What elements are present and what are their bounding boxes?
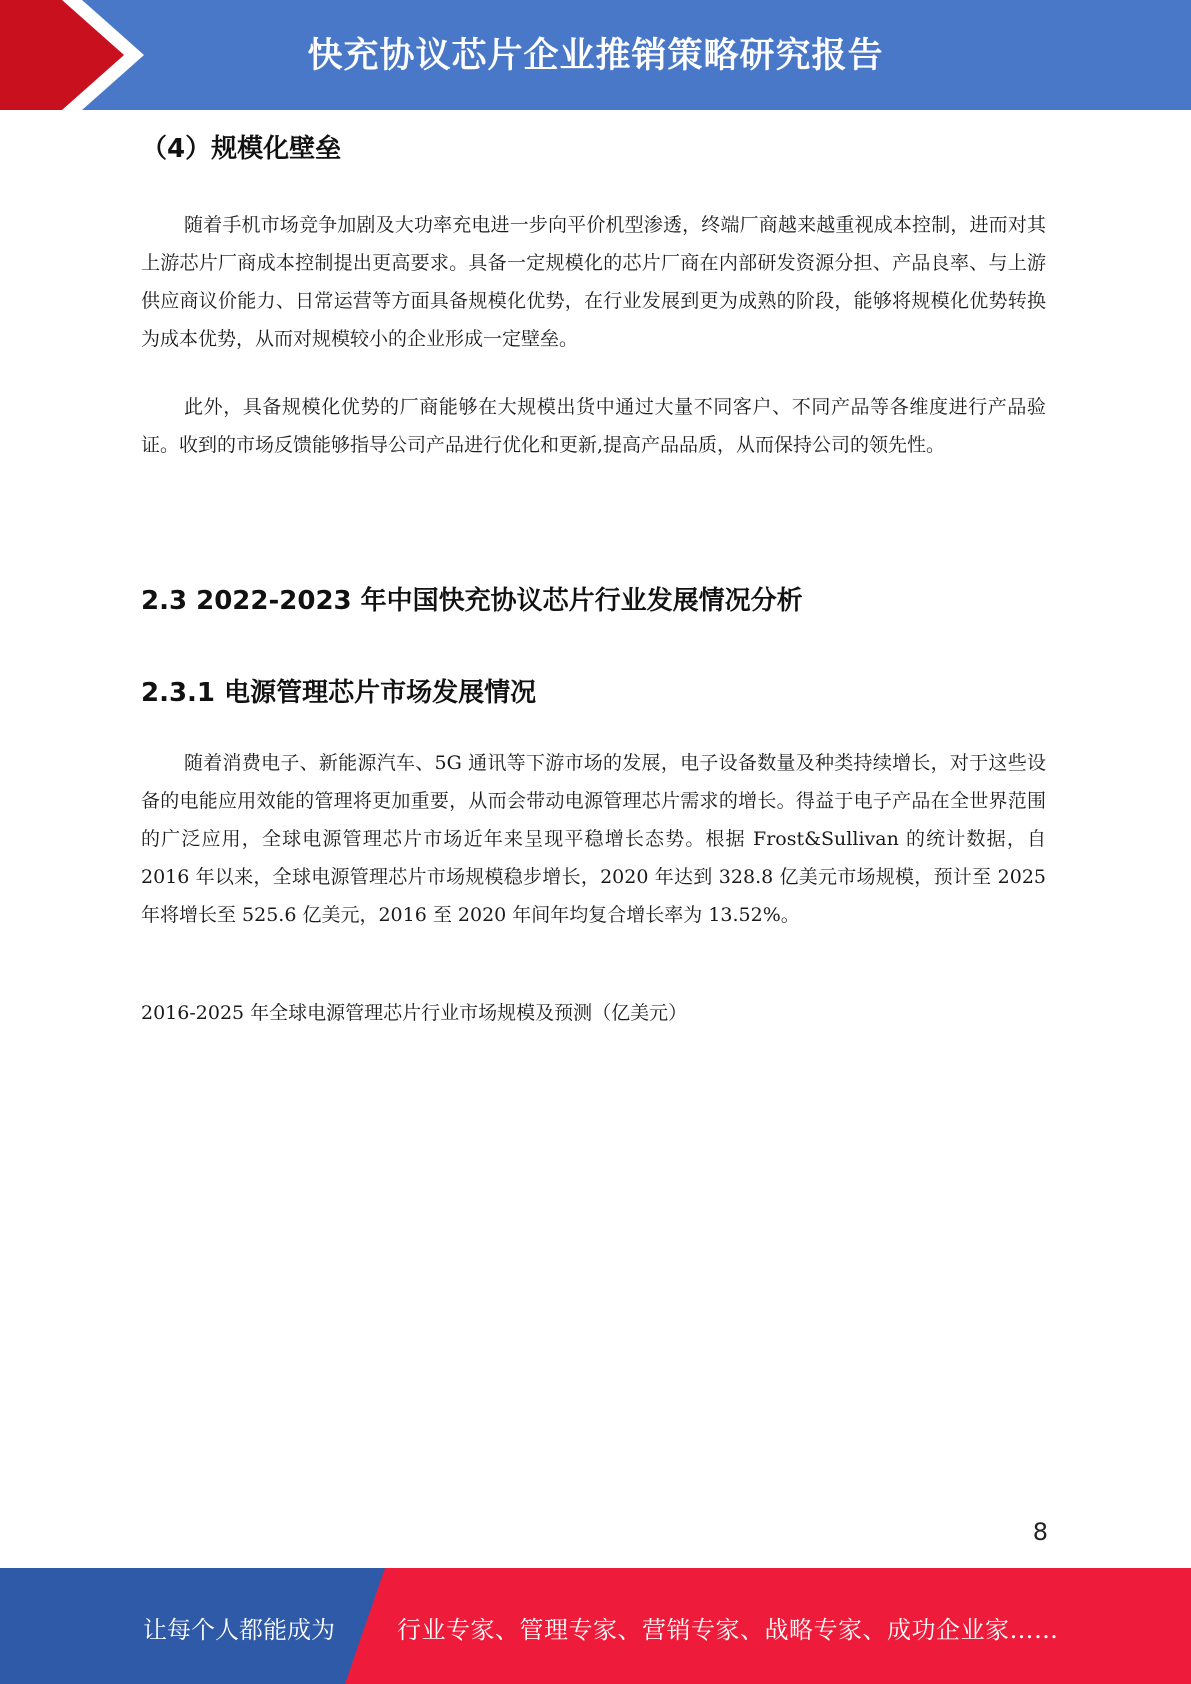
footer-slogan-left: 让每个人都能成为 [143, 1616, 335, 1644]
figure-caption: 2016-2025 年全球电源管理芯片行业市场规模及预测（亿美元） [141, 1002, 688, 1024]
paragraph-scale-barrier-2: 此外，具备规模化优势的厂商能够在大规模出货中通过大量不同客户、不同产品等各维度进行产品验证。收到的市场反馈能够指导公司产品进行优化和更新,提高产品品质，从而保持公司的领先性。 [141, 396, 1046, 456]
section-heading-2-3-1: 2.3.1 电源管理芯片市场发展情况 [141, 678, 537, 708]
report-title: 快充协议芯片企业推销策略研究报告 [307, 36, 884, 76]
section-heading-scale-barrier: （4）规模化壁垒 [141, 134, 342, 164]
header-banner [0, 0, 1191, 110]
paragraph-power-management: 随着消费电子、新能源汽车、5G 通讯等下游市场的发展，电子设备数量及种类持续增长，对于这些设备的电能应用效能的管理将更加重要，从而会带动电源管理芯片需求的增长。得益于电子产品在全世界范围的广泛应用，全球电源管理芯片市场近年来呈现平稳增长态势。根据 Frost&Sullivan 的统计数据，自 2016 年以来，全球电源管理芯片市场规模稳步增长，2020 年达到 328.8 亿美元市场规模，预计至 2025 年将增长至 525.6 亿美元，2016 至 2020 年间年均复合增长率为 13.52%。 [141, 752, 1046, 926]
paragraph-scale-barrier-1: 随着手机市场竞争加剧及大功率充电进一步向平价机型渗透，终端厂商越来越重视成本控制，进而对其上游芯片厂商成本控制提出更高要求。具备一定规模化的芯片厂商在内部研发资源分担、产品良率、与上游供应商议价能力、日常运营等方面具备规模化优势，在行业发展到更为成熟的阶段，能够将规模化优势转换为成本优势，从而对规模较小的企业形成一定壁垒。 [141, 214, 1046, 350]
page-number: 8 [1032, 1518, 1048, 1546]
footer-slogan-right: 行业专家、管理专家、营销专家、战略专家、成功企业家…… [397, 1616, 1059, 1644]
section-heading-2-3: 2.3 2022-2023 年中国快充协议芯片行业发展情况分析 [141, 586, 803, 616]
footer-banner [0, 1568, 1191, 1684]
